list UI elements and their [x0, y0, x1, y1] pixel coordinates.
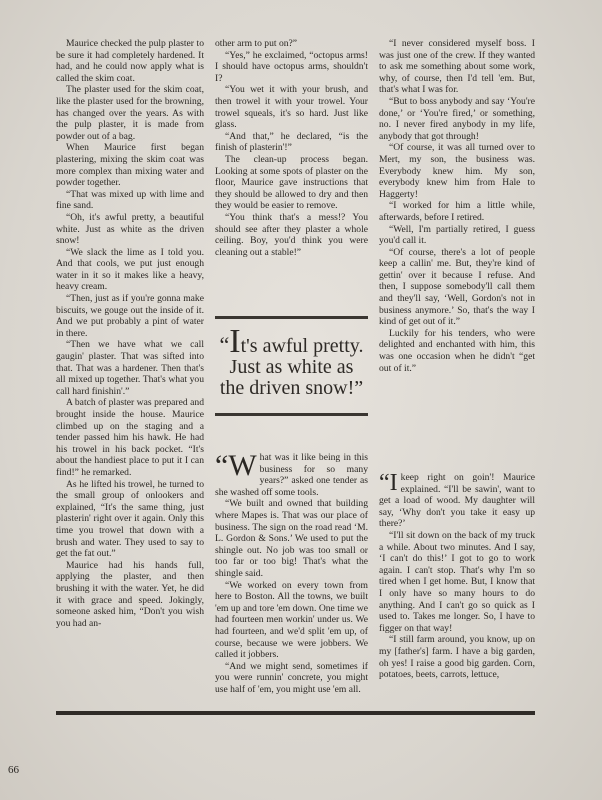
paragraph: “I'll sit down on the back of my truck a while. About two minutes. And I say, ‘I can't do this!’ I got to go to work again. I can't stop. That's why I'm so tired when I get home. But, I know that I only have so many hours to do anything. And I can't go so quick as I used to. Takes me longer. So, I have to figger on that way!: [379, 529, 535, 634]
pull-quote-open-mark: “: [219, 332, 230, 357]
paragraph: The plaster used for the skim coat, like the plaster used for the browning, has changed over the years. As with the pulp plaster, it is made from powder out of a bag.: [56, 84, 204, 142]
column-right-top: [379, 38, 535, 374]
paragraph: “Well, I'm partially retired, I guess you'd call it.: [379, 223, 535, 247]
paragraph: “Of course, it was all turned over to Mert, my son, the business was. Everybody knew him. My son, everybody knew him from Hale to Haggerty!: [379, 142, 535, 200]
drop-cap: [215, 449, 257, 482]
pull-quote: [215, 316, 368, 416]
paragraph: The clean-up process began. Looking at some spots of plaster on the floor, Maurice gave instructions that they should be allowed to dry and then they would be easier to remove.: [215, 153, 368, 212]
drop-cap-letter: W: [228, 449, 257, 482]
paragraph: “We worked on every town from here to Boston. All the towns, we built 'em up and tore 'em down. One time we had fourteen men workin' under us. We had fourteen, and we'd split 'em up, of course, because we were jobbers. We called it jobbers.: [215, 579, 368, 661]
paragraph: Maurice had his hands full, applying the plaster, and then brushing it with the water. Yet, he did it with grace and speed. Jokingly, someone asked him, “Don't you wish you had an-: [56, 559, 204, 629]
paragraph: other arm to put on?”: [215, 38, 298, 49]
paragraph: When Maurice first began plastering, mixing the skim coat was more complex than mixing water and powder together.: [56, 142, 204, 189]
lead-paragraph: [379, 472, 535, 530]
paragraph: “I worked for him a little while, afterwards, before I retired.: [379, 200, 535, 223]
paragraph: “Then, just as if you're gonna make biscuits, we gouge out the inside of it. And we put probably a pint of water in there.: [56, 293, 204, 339]
drop-cap-quote: “: [379, 470, 390, 496]
column-middle-bottom: [215, 449, 368, 695]
pull-quote-text: t's awful pretty. Just as white as the driven snow!”: [219, 335, 364, 399]
column-left: [56, 38, 204, 629]
paragraph: “We slack the lime as I told you. And that cools, we put just enough water in it so it makes like a heavy, heavy cream.: [56, 246, 204, 293]
pull-quote-drop-letter: I: [229, 323, 241, 360]
paragraph: “I never considered myself boss. I was just one of the crew. If they wanted to ask me something about some work, why, of course, then I'd tell 'em. But, that's what I was for.: [379, 38, 535, 96]
paragraph: “We built and owned that building where Mapes is. That was our place of business. The sign on the road read ‘M. L. Gordon & Sons.’ We used to put the shingle out. No job was too small or too far or too big! That's what the shingle said.: [215, 498, 368, 579]
bottom-rule: [56, 711, 535, 715]
paragraph: “Yes,” he exclaimed, “octopus arms! I should have octopus arms, shouldn't I?: [215, 49, 368, 84]
paragraph: “And we might send, sometimes if you were runnin' concrete, you might use half of 'em, you might use 'em all.: [215, 660, 368, 695]
paragraph: “You wet it with your brush, and then trowel it with your trowel. Your trowel squeals, it's so hard. Just like glass.: [215, 84, 368, 131]
paragraph: A batch of plaster was prepared and brought inside the house. Maurice climbed up on the staging and a tender passed him his hawk. He had his trowel in his back pocket. “It's about the handiest place to put it I can find!” he remarked.: [56, 397, 204, 478]
lead-text: hat was it like being in this business for so many years?” asked one tender as she washed off some tools.: [215, 452, 368, 498]
paragraph: “But to boss anybody and say ‘You're done,’ or ‘You're fired,’ or something, no. I never fired anybody in my life, anybody that got through!: [379, 95, 535, 142]
paragraph: “Of course, there's a lot of people keep a callin' me. But, they're kind of gettin' over it because I refuse. And then, I suppose somebody'll call them and they'll say, ‘Well, Gordon's not in business anymore.’ So, that's the way I kind of get out of it.”: [379, 246, 535, 328]
column-right-bottom: [379, 472, 535, 681]
paragraph: Maurice checked the pulp plaster to be sure it had completely hardened. It had, and he could now apply what is called the skim coat.: [56, 38, 204, 84]
column-middle-top: [215, 38, 368, 258]
paragraph: As he lifted his trowel, he turned to the small group of onlookers and explained, “It's the same thing, just plasterin' right over it again. Only this time you trowel that down with a brush and water. They used to say to get the fat out.”: [56, 478, 204, 560]
paragraph: Luckily for his tenders, who were delighted and enchanted with him, this was one occasion when he didn't “get out of it.”: [379, 327, 535, 374]
drop-cap: [379, 470, 398, 496]
page-number: 66: [8, 764, 19, 776]
paragraph: “I still farm around, you know, up on my [father's] farm. I have a big garden, oh yes! I raise a good big garden. Corn, potatoes, beets, carrots, lettuce,: [379, 634, 535, 681]
paragraph: “That was mixed up with lime and fine sand.: [56, 188, 204, 212]
paragraph: “You think that's a mess!? You should see after they plaster a whole ceiling. Boy, you'd think you were cleaning out a stable!”: [215, 211, 368, 258]
paragraph: “Oh, it's awful pretty, a beautiful white. Just as white as the driven snow!: [56, 211, 204, 247]
paragraph: “And that,” he declared, “is the finish of plasterin'!”: [215, 130, 368, 154]
paragraph: “Then we have what we call gaugin' plaster. That was sifted into that. That was a hardener. Then that's all mixed up together. That's what you call hard finishin'.”: [56, 339, 204, 397]
lead-text: keep right on goin'! Maurice explained. “I'll be sawin', want to get a load of wood. My daughter will say, ‘Why don't you take it easy up there?’: [379, 472, 535, 530]
lead-paragraph: [215, 449, 368, 498]
drop-cap-letter: I: [389, 470, 398, 496]
drop-cap-quote: “: [215, 449, 229, 482]
